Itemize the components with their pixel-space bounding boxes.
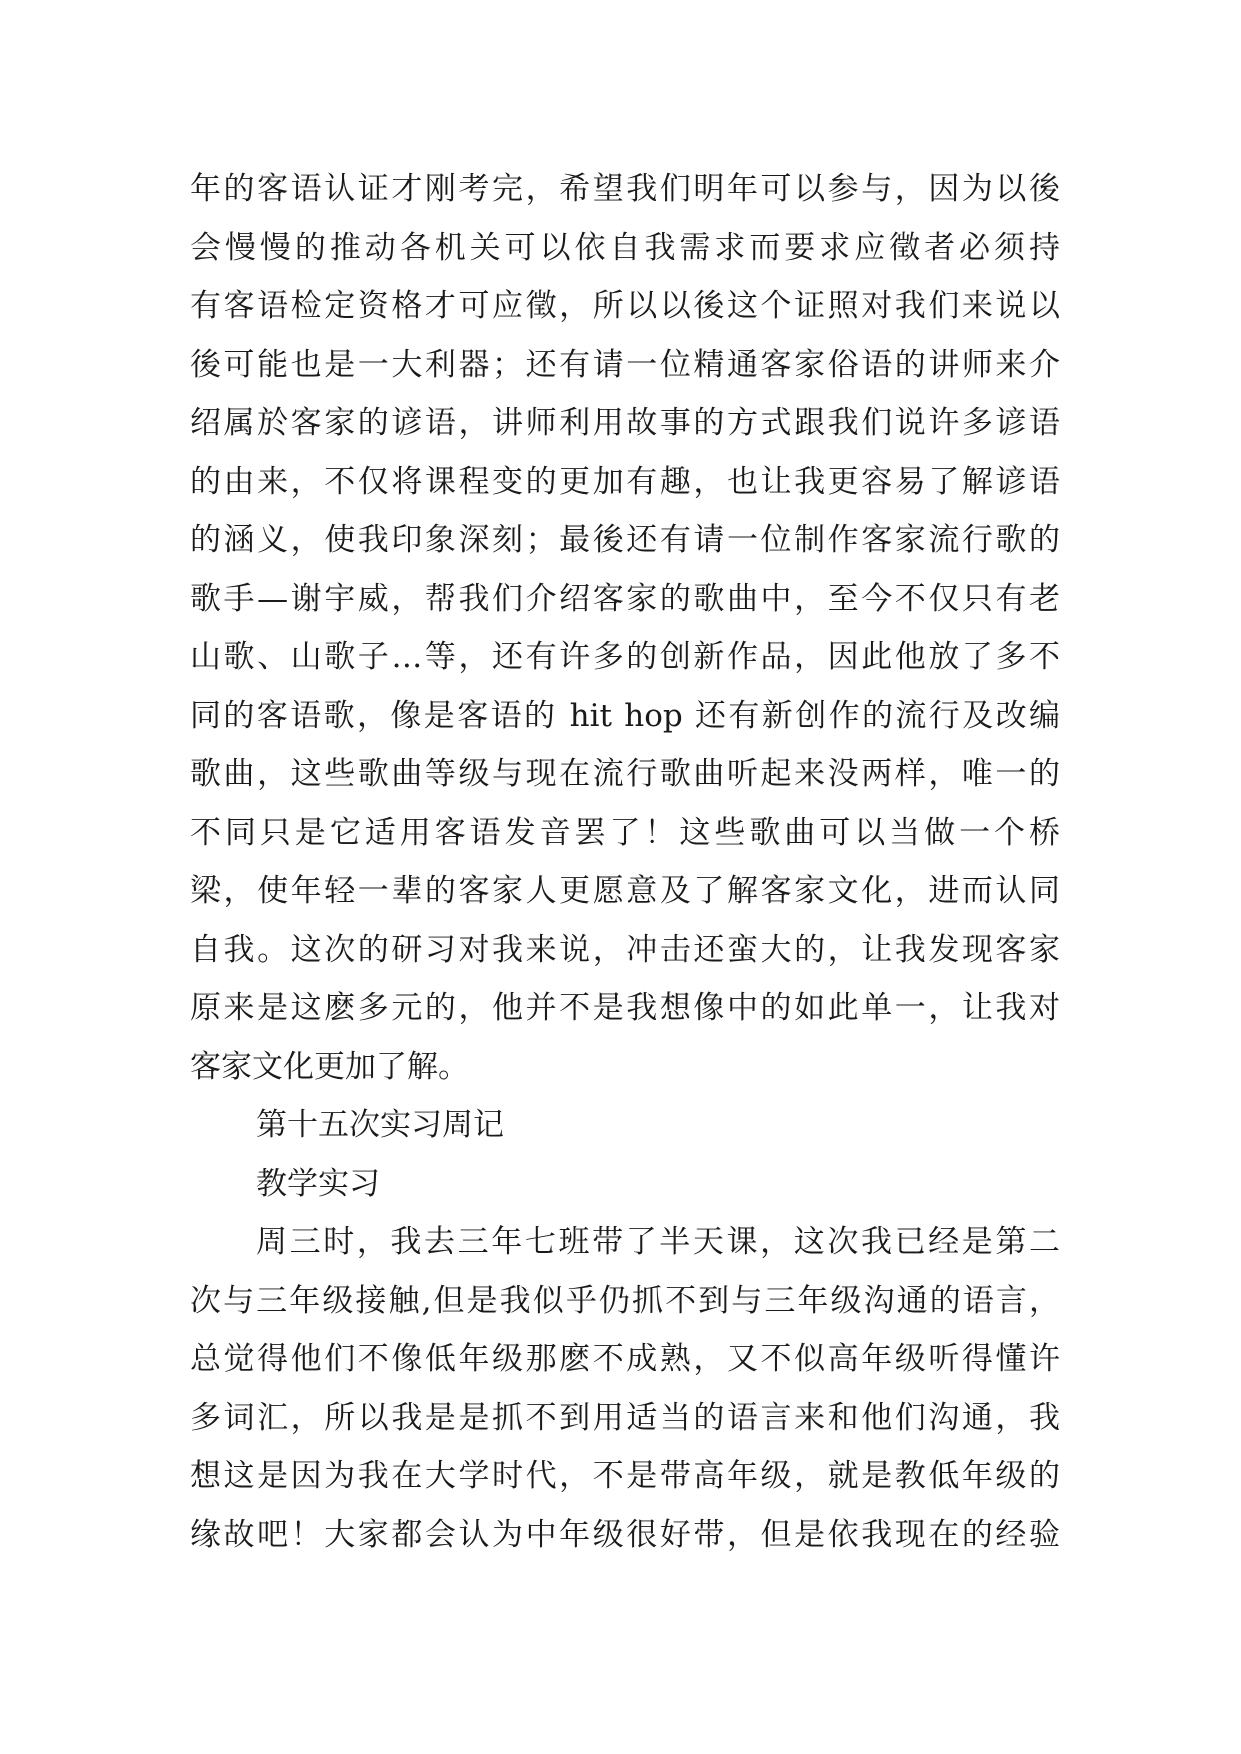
paragraph-line: 多词汇，所以我是是抓不到用适当的语言来和他们沟通，我 — [190, 1399, 1060, 1436]
paragraph-line: 客家文化更加了解。 — [190, 1048, 469, 1085]
paragraph-line: 梁，使年轻一辈的客家人更愿意及了解客家文化，进而认同 — [190, 873, 1060, 909]
paragraph-line: 的由来，不仅将课程变的更加有趣，也让我更容易了解谚语 — [190, 463, 1060, 500]
paragraph-line: 原来是这麽多元的，他并不是我想像中的如此单一，让我对 — [190, 990, 1060, 1026]
paragraph-line: 不同只是它适用客语发音罢了！这些歌曲可以当做一个桥 — [190, 814, 1060, 851]
paragraph-line: 同的客语歌，像是客语的 hit hop 还有新创作的流行及改编 — [190, 697, 1060, 734]
paragraph-line: 缘故吧！大家都会认为中年级很好带，但是依我现在的经验 — [190, 1516, 1060, 1553]
paragraph-line: 有客语检定资格才可应徵，所以以後这个证照对我们来说以 — [190, 288, 1060, 324]
section-subheading: 教学实习 — [256, 1165, 380, 1202]
document-body — [190, 160, 1060, 1564]
paragraph-line: 年的客语认证才刚考完，希望我们明年可以参与，因为以後 — [190, 171, 1060, 207]
paragraph-line: 周三时，我去三年七班带了半天课，这次我已经是第二 — [256, 1224, 1060, 1260]
paragraph-line: 会慢慢的推动各机关可以依自我需求而要求应徵者必须持 — [190, 229, 1060, 266]
paragraph-line: 次与三年级接触,但是我似乎仍抓不到与三年级沟通的语言， — [190, 1282, 1060, 1319]
section-heading: 第十五次实习周记 — [256, 1107, 504, 1143]
paragraph-1 — [190, 160, 1060, 1096]
paragraph-line: 山歌、山歌子…等，还有许多的创新作品，因此他放了多不 — [190, 639, 1060, 675]
paragraph-line: 想这是因为我在大学时代，不是带高年级，就是教低年级的 — [190, 1458, 1060, 1494]
paragraph-line: 後可能也是一大利器；还有请一位精通客家俗语的讲师来介 — [190, 346, 1060, 383]
paragraph-line: 绍属於客家的谚语，讲师利用故事的方式跟我们说许多谚语 — [190, 405, 1060, 441]
paragraph-line: 自我。这次的研习对我来说，冲击还蛮大的，让我发现客家 — [190, 931, 1060, 968]
paragraph-line: 的涵义，使我印象深刻；最後还有请一位制作客家流行歌的 — [190, 522, 1060, 558]
paragraph-line: 总觉得他们不像低年级那麽不成熟，又不似高年级听得懂许 — [190, 1341, 1060, 1377]
paragraph-line: 歌手—谢宇威，帮我们介绍客家的歌曲中，至今不仅只有老 — [190, 580, 1060, 617]
paragraph-line: 歌曲，这些歌曲等级与现在流行歌曲听起来没两样，唯一的 — [190, 756, 1060, 792]
paragraph-2 — [190, 1213, 1060, 1564]
